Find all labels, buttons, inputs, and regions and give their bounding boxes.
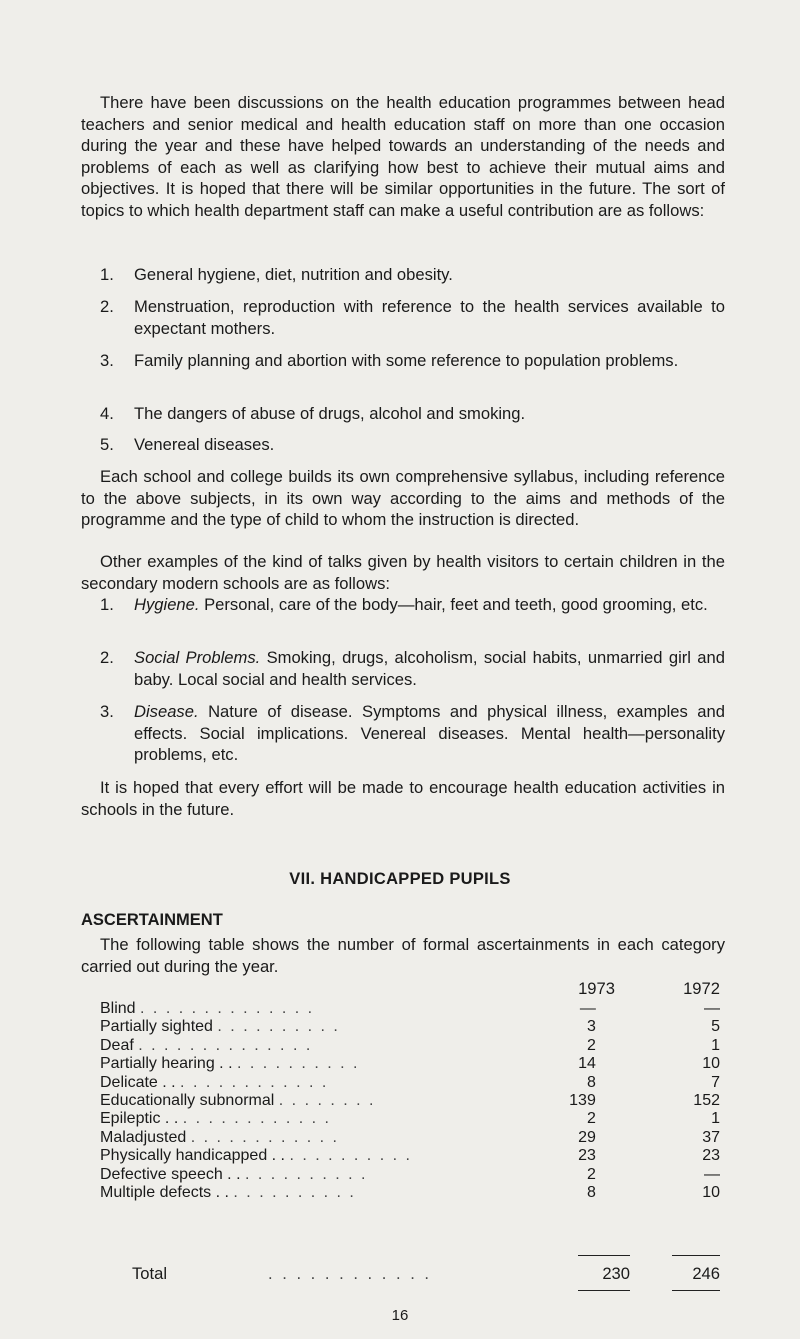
leader-dots: . . . . . . . . [278,1092,376,1110]
topic-item [100,296,725,339]
talk-number: 3. [100,702,114,721]
value-1972: 5 [711,1018,720,1036]
value-1973: 8 [586,1184,596,1202]
page-number: 16 [391,1307,409,1324]
value-1972: 37 [702,1128,720,1146]
closing-paragraph: It is hoped that every effort will be made to encourage health education activities in schools in the future. [81,778,725,819]
topic-item [100,403,725,425]
leader-dots: . . . . . . . . . . . . [180,1073,329,1091]
table-intro: The following table shows the number of formal ascertainments in each category carried out during the year. [81,935,725,976]
leader-dots: . . . . . . . . . . . . . . [138,1036,313,1054]
value-1973: 2 [586,1110,596,1128]
value-1973: 8 [586,1073,596,1091]
row-label: Defective speech . . [100,1165,241,1183]
table-row [100,1092,720,1110]
row-label: Delicate . . [100,1073,176,1091]
leader-dots: . . . . . . . . . . . . [190,1128,339,1146]
topic-number: 2. [100,297,114,316]
row-label: Epileptic . . [100,1110,179,1128]
leader-dots: . . . . . . . . . . [244,1165,368,1183]
talk-title: Disease. [134,702,199,721]
leader-dots: . . . . . . . . . . . . [182,1110,331,1128]
table-row [100,1184,720,1202]
value-1972: — [704,1165,720,1183]
row-label: Partially hearing . . [100,1055,233,1073]
leader-dots: . . . . . . . . . . [217,1018,340,1036]
value-1972: 1 [711,1110,720,1128]
subtotal-rule-1973 [578,1255,630,1256]
table-row [100,1055,720,1073]
talk-text: Smoking, drugs, alcoholism, social habits, unmarried girl and baby. Local social and health services. [134,648,725,689]
value-1972: 1 [711,1036,720,1054]
leader-dots: . . . . . . . . . . . . . . [140,1000,315,1017]
value-1972: 152 [693,1092,720,1110]
topic-text: Venereal diseases. [134,435,275,454]
value-1973: 3 [586,1018,596,1036]
subheading: ASCERTAINMENT [81,911,223,929]
value-1973: 14 [578,1055,596,1073]
syllabus-paragraph: Each school and college builds its own comprehensive syllabus, including reference to the above subjects, in its own way according to the aims and methods of the programme and the type of child to whom the instruction is directed. [81,467,725,529]
row-label: Maladjusted [100,1128,187,1146]
row-label: Deaf [100,1036,134,1054]
value-1973: 139 [569,1092,596,1110]
topic-item [100,264,725,286]
topic-text: Family planning and abortion with some reference to population problems. [134,351,679,370]
topic-item [100,350,725,372]
talk-number: 1. [100,595,114,614]
topic-number: 4. [100,404,114,423]
topic-number: 5. [100,435,114,454]
table-row [100,1147,720,1165]
table-row [100,1037,720,1055]
leader-dots: . . . . . . . . . . [289,1147,412,1165]
topic-text: Menstruation, reproduction with reference to the health services available to expectant mothers. [134,297,725,338]
row-label: Educationally subnormal [100,1092,275,1110]
intro-paragraph: There have been discussions on the health education programmes between head teachers and senior medical and health education staff on more than one occasion during the year and these have helped towards an understanding of the needs and problems of each as well as clarifying how best to achieve their mutual aims and objectives. It is hoped that there will be similar opportunities in the future. The sort of topics to which health department staff can make a useful contribution are as follows: [81,93,725,220]
topic-text: The dangers of abuse of drugs, alcohol and smoking. [134,404,526,423]
table-row [100,1000,720,1018]
total-rule-1973 [578,1290,630,1291]
value-1973: 2 [586,1036,596,1054]
talk-title: Hygiene. [134,595,200,614]
row-label: Blind [100,1000,136,1017]
year-header-1972: 1972 [683,979,720,998]
section-heading: VII. HANDICAPPED PUPILS [289,870,511,888]
talks-paragraph: Other examples of the kind of talks given by health visitors to certain children in the secondary modern schools are as follows: [81,552,725,593]
topic-text: General hygiene, diet, nutrition and obesity. [134,265,453,284]
value-1973: 23 [578,1147,596,1165]
value-1973: 2 [586,1165,596,1183]
talk-item [100,594,725,616]
total-1973: 230 [602,1264,630,1283]
talk-title: Social Problems. [134,648,261,667]
total-1972: 246 [692,1264,720,1283]
table-row [100,1074,720,1092]
total-rule-1972 [672,1290,720,1291]
table-row [100,1018,720,1036]
value-1972: 10 [702,1055,720,1073]
row-label: Physically handicapped . . [100,1147,285,1165]
talk-number: 2. [100,648,114,667]
value-1972: 23 [702,1147,720,1165]
talk-text: Nature of disease. Symptoms and physical illness, examples and effects. Social implications. Venereal diseases. Mental health—personality problems, etc. [134,702,725,764]
topic-number: 3. [100,351,114,370]
value-1973: — [579,1000,596,1017]
leader-dots: . . . . . . . . . . [236,1055,360,1073]
leader-dots: . . . . . . . . . . [233,1184,356,1202]
ascertainment-table [100,1000,720,1202]
subtotal-rule-1972 [672,1255,720,1256]
value-1972: — [704,1000,720,1017]
table-row [100,1129,720,1147]
topic-item [100,434,725,456]
total-label: Total [132,1264,168,1283]
year-header-1973: 1973 [578,979,615,998]
talk-item [100,701,725,766]
talk-item [100,647,725,690]
topic-number: 1. [100,265,114,284]
value-1972: 10 [702,1184,720,1202]
row-label: Multiple defects . . [100,1184,229,1202]
table-row [100,1110,720,1128]
talk-text: Personal, care of the body—hair, feet and teeth, good grooming, etc. [199,595,708,614]
total-leader-dots: . . . . . . . . . . . . [268,1264,432,1283]
table-row [100,1166,720,1184]
value-1973: 29 [578,1128,596,1146]
value-1972: 7 [711,1073,720,1091]
row-label: Partially sighted [100,1018,213,1036]
